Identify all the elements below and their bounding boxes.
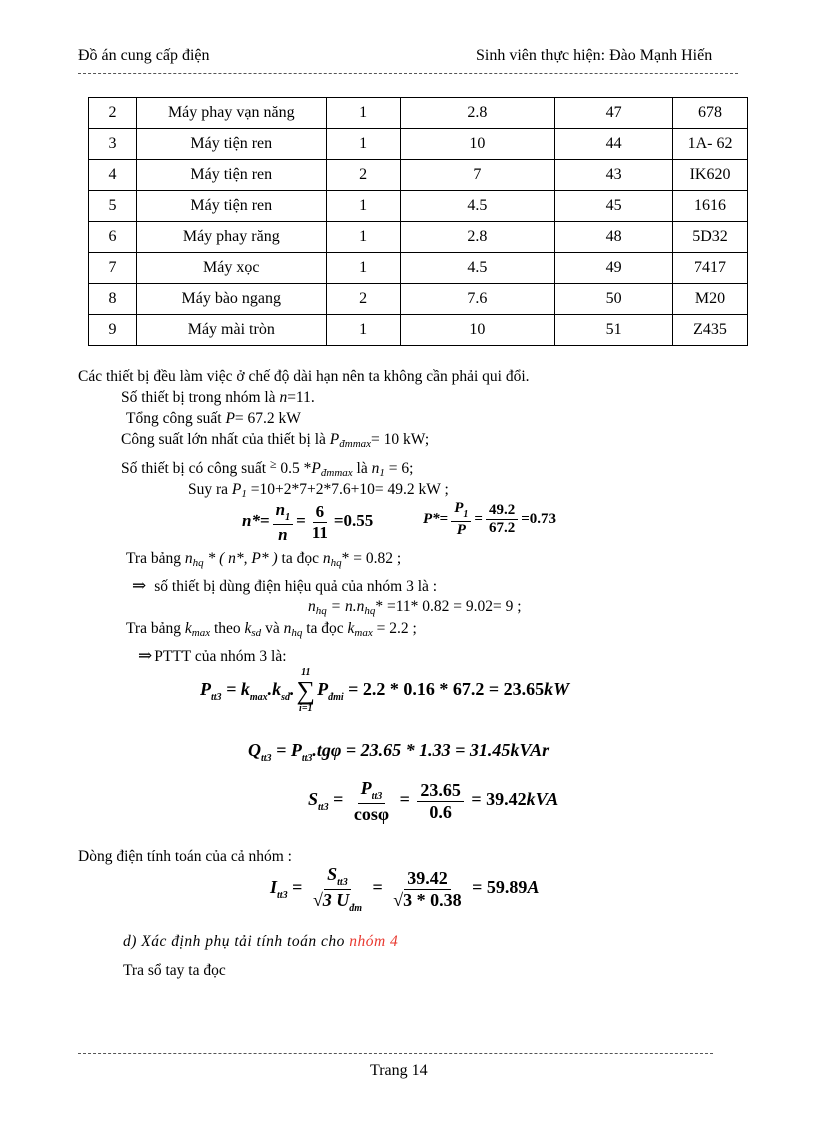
cell-quantity: 2 bbox=[326, 284, 400, 315]
table-row bbox=[89, 98, 748, 129]
text-line-13: Dòng điện tính toán của cả nhóm : bbox=[78, 848, 292, 865]
math-term: .k bbox=[267, 679, 282, 700]
table-row bbox=[89, 315, 748, 346]
subscript: đmi bbox=[328, 692, 344, 704]
cell-device-name: Máy bào ngang bbox=[136, 284, 326, 315]
text-span: Suy ra bbox=[188, 481, 232, 498]
var-k: k bbox=[184, 620, 192, 637]
cell-power-kw: 4.5 bbox=[400, 191, 555, 222]
formula-p-star bbox=[423, 500, 556, 539]
sum-symbol bbox=[297, 668, 316, 714]
subscript: 1 bbox=[379, 467, 385, 479]
var-n: n bbox=[279, 389, 288, 406]
fraction-num: 23.65 bbox=[417, 780, 464, 802]
math-result: .tgφ = 23.65 * 1.33 = 31.45 bbox=[312, 740, 511, 760]
cell-stt: 9 bbox=[89, 315, 137, 346]
fraction-num bbox=[324, 864, 351, 890]
cell-power-kw: 10 bbox=[400, 315, 555, 346]
text-span: * =11* 0.82 = 9.02= 9 ; bbox=[375, 598, 522, 615]
subscript: tt3 bbox=[261, 753, 272, 764]
sigma-icon: ∑ bbox=[296, 676, 316, 705]
text-span: d) Xác định phụ tải tính toán cho bbox=[123, 933, 350, 950]
cell-power-kw: 2.8 bbox=[400, 98, 555, 129]
sum-upper: 11 bbox=[301, 667, 311, 678]
math-op: = bbox=[395, 789, 415, 810]
math-op: = bbox=[328, 789, 348, 810]
math-term: S bbox=[308, 789, 319, 810]
math-result: = 39.42 bbox=[466, 789, 527, 810]
subscript: hq bbox=[315, 605, 327, 617]
text-span: theo bbox=[210, 620, 245, 637]
math-term: P bbox=[200, 679, 211, 700]
math-result: = 59.89 bbox=[467, 877, 528, 898]
text-span: và bbox=[261, 620, 284, 637]
footer-divider bbox=[78, 1053, 713, 1054]
cell-model: 678 bbox=[673, 98, 748, 129]
table-row bbox=[89, 284, 748, 315]
fraction bbox=[310, 864, 365, 914]
cell-power-kw: 10 bbox=[400, 129, 555, 160]
text-line-10 bbox=[308, 598, 522, 617]
var-p: P bbox=[329, 431, 340, 448]
math-term: Q bbox=[248, 740, 261, 760]
subscript: tt3 bbox=[337, 877, 348, 888]
cell-quantity: 1 bbox=[326, 98, 400, 129]
text-line-6 bbox=[188, 481, 449, 500]
subscript: tt3 bbox=[277, 890, 288, 902]
math-op: = bbox=[296, 510, 306, 530]
subscript: hq bbox=[291, 627, 303, 639]
math-term: S bbox=[327, 864, 338, 884]
fraction-den: 11 bbox=[311, 522, 328, 542]
cell-device-name: Máy xọc bbox=[136, 253, 326, 284]
fraction bbox=[309, 502, 331, 542]
math-unit: kVA bbox=[526, 789, 559, 810]
cell-quantity: 1 bbox=[326, 315, 400, 346]
cell-device-name: Máy phay vạn năng bbox=[136, 98, 326, 129]
fraction-num: 39.42 bbox=[404, 868, 451, 890]
cell-symbol: 47 bbox=[555, 98, 673, 129]
subscript: sd bbox=[251, 627, 262, 639]
math-term: P bbox=[360, 778, 372, 798]
cell-device-name: Máy tiện ren bbox=[136, 129, 326, 160]
subscript: đm bbox=[349, 902, 363, 914]
formula-n-star bbox=[242, 500, 373, 544]
text-span: số thiết bị dùng điện hiệu quả của nhóm 3 là : bbox=[154, 578, 438, 595]
text-span: =11. bbox=[287, 389, 315, 406]
var-p: P bbox=[231, 481, 242, 498]
text-span: = 10 kW; bbox=[371, 431, 430, 448]
math-op: = bbox=[439, 510, 449, 527]
math-term: P bbox=[317, 679, 329, 700]
formula-qtt3 bbox=[248, 740, 549, 764]
text-span: 0.5 * bbox=[276, 460, 312, 477]
cell-stt: 4 bbox=[89, 160, 137, 191]
formula-ptt3 bbox=[200, 668, 569, 714]
ge-symbol: ≥ bbox=[269, 457, 277, 471]
math-term: n bbox=[275, 500, 286, 519]
text-line-5 bbox=[121, 457, 413, 479]
cell-power-kw: 7 bbox=[400, 160, 555, 191]
math-term: I bbox=[270, 877, 278, 898]
fraction-den: n bbox=[278, 524, 288, 544]
math-op: = bbox=[259, 510, 270, 530]
text-span: = 2.2 ; bbox=[372, 620, 417, 637]
text-line-8 bbox=[126, 550, 401, 569]
fraction-den: cosφ bbox=[353, 803, 390, 824]
math-term: P* bbox=[423, 510, 440, 527]
cell-symbol: 51 bbox=[555, 315, 673, 346]
text-line-4 bbox=[121, 431, 429, 450]
text-line-9 bbox=[132, 576, 437, 596]
cell-device-name: Máy mài tròn bbox=[136, 315, 326, 346]
fraction bbox=[451, 500, 471, 539]
cell-symbol: 48 bbox=[555, 222, 673, 253]
section-heading-d bbox=[123, 933, 398, 951]
fraction bbox=[486, 502, 518, 538]
var-k: k bbox=[244, 620, 252, 637]
cell-stt: 5 bbox=[89, 191, 137, 222]
text-span: Số thiết bị trong nhóm là bbox=[121, 389, 280, 406]
cell-stt: 6 bbox=[89, 222, 137, 253]
subscript: max bbox=[354, 627, 373, 639]
fraction-den: √3 * 0.38 bbox=[393, 889, 462, 910]
subscript: hq bbox=[192, 557, 204, 569]
cell-model: IK620 bbox=[673, 160, 748, 191]
cell-model: M20 bbox=[673, 284, 748, 315]
cell-model: Z435 bbox=[673, 315, 748, 346]
math-term: √3 U bbox=[312, 889, 350, 910]
cell-stt: 7 bbox=[89, 253, 137, 284]
math-term: = P bbox=[271, 740, 302, 760]
math-result: =0.55 bbox=[333, 510, 374, 530]
subscript: đmmax bbox=[320, 467, 353, 479]
text-span: ta đọc bbox=[277, 550, 323, 567]
cell-model: 1616 bbox=[673, 191, 748, 222]
text-line-11 bbox=[126, 620, 417, 639]
fraction-den: 67.2 bbox=[488, 519, 516, 536]
text-span: Tra bảng bbox=[126, 550, 185, 567]
subscript: tt3 bbox=[301, 753, 313, 764]
text-span: * ( n*, P* ) bbox=[203, 550, 278, 567]
math-unit: A bbox=[527, 877, 540, 898]
formula-itt3 bbox=[270, 864, 539, 914]
math-term: P bbox=[454, 500, 464, 516]
subscript: max bbox=[191, 627, 211, 639]
text-span: * = 0.82 ; bbox=[341, 550, 402, 567]
math-unit: kVAr bbox=[510, 740, 550, 760]
subscript: 1 bbox=[463, 509, 469, 520]
cell-stt: 3 bbox=[89, 129, 137, 160]
implies-arrow-icon: ⇒ bbox=[138, 646, 153, 665]
cell-quantity: 1 bbox=[326, 191, 400, 222]
text-span: ta đọc bbox=[302, 620, 348, 637]
cell-stt: 2 bbox=[89, 98, 137, 129]
subscript: đmmax bbox=[339, 438, 372, 450]
subscript: sd bbox=[281, 692, 291, 704]
math-op: = bbox=[287, 877, 307, 898]
implies-arrow-icon: ⇒ bbox=[132, 576, 147, 595]
cell-model: 7417 bbox=[673, 253, 748, 284]
fraction bbox=[273, 500, 293, 544]
math-op: . bbox=[290, 679, 295, 700]
fraction-den: P bbox=[456, 521, 466, 538]
table-row bbox=[89, 160, 748, 191]
subscript: hq bbox=[364, 605, 376, 617]
var-p: P bbox=[311, 460, 321, 477]
fraction-num bbox=[273, 500, 293, 525]
subscript: tt3 bbox=[371, 791, 383, 802]
fraction-den bbox=[310, 890, 365, 915]
text-span: = 67.2 kW bbox=[234, 410, 301, 427]
table-row bbox=[89, 191, 748, 222]
subscript: 1 bbox=[285, 512, 291, 523]
math-result: = 2.2 * 0.16 * 67.2 = 23.65 bbox=[343, 679, 545, 700]
cell-symbol: 49 bbox=[555, 253, 673, 284]
page-number: Trang 14 bbox=[370, 1062, 428, 1079]
text-span: = 6; bbox=[384, 460, 414, 477]
highlight-group-4: nhóm 4 bbox=[349, 933, 399, 950]
cell-quantity: 1 bbox=[326, 129, 400, 160]
fraction-num: 49.2 bbox=[486, 502, 518, 520]
header-right: Sinh viên thực hiện: Đào Mạnh Hiến bbox=[476, 47, 713, 64]
fraction bbox=[417, 780, 464, 822]
subscript: hq bbox=[330, 557, 342, 569]
text-span: PTTT của nhóm 3 là: bbox=[154, 648, 287, 665]
math-term: n* bbox=[242, 510, 260, 530]
fraction-den: 0.6 bbox=[429, 801, 452, 822]
text-span: là bbox=[352, 460, 372, 477]
cell-symbol: 44 bbox=[555, 129, 673, 160]
cell-device-name: Máy phay răng bbox=[136, 222, 326, 253]
var-k: k bbox=[347, 620, 355, 637]
table-row bbox=[89, 253, 748, 284]
subscript: 1 bbox=[241, 488, 247, 500]
text-line-1: Các thiết bị đều làm việc ở chế độ dài hạn nên ta không cần phải qui đổi. bbox=[78, 368, 530, 385]
cell-device-name: Máy tiện ren bbox=[136, 191, 326, 222]
var-p: P bbox=[225, 410, 235, 427]
text-line-12 bbox=[138, 646, 287, 666]
text-span: Số thiết bị có công suất bbox=[121, 460, 270, 477]
text-span: Tra bảng bbox=[126, 620, 185, 637]
var-n: n bbox=[308, 598, 316, 615]
subscript: tt3 bbox=[211, 692, 222, 704]
cell-quantity: 2 bbox=[326, 160, 400, 191]
fraction-num: 6 bbox=[313, 502, 328, 523]
subscript: tt3 bbox=[318, 802, 329, 814]
var-n: n bbox=[283, 620, 292, 637]
table-row bbox=[89, 129, 748, 160]
fraction bbox=[390, 868, 464, 910]
math-op: = bbox=[368, 877, 388, 898]
text-line-15: Tra sổ tay ta đọc bbox=[123, 962, 226, 979]
text-line-3 bbox=[126, 410, 301, 428]
cell-symbol: 50 bbox=[555, 284, 673, 315]
fraction bbox=[351, 778, 392, 824]
subscript: max bbox=[249, 692, 268, 704]
math-result: =0.73 bbox=[521, 510, 557, 527]
equipment-table bbox=[88, 97, 748, 346]
cell-device-name: Máy tiện ren bbox=[136, 160, 326, 191]
cell-power-kw: 4.5 bbox=[400, 253, 555, 284]
math-op: = bbox=[474, 510, 483, 527]
cell-stt: 8 bbox=[89, 284, 137, 315]
cell-power-kw: 7.6 bbox=[400, 284, 555, 315]
cell-model: 1A- 62 bbox=[673, 129, 748, 160]
header-left: Đồ án cung cấp điện bbox=[78, 47, 210, 64]
text-span: = n.n bbox=[326, 598, 365, 615]
var-n: n bbox=[322, 550, 331, 567]
table-row bbox=[89, 222, 748, 253]
var-n: n bbox=[184, 550, 193, 567]
cell-quantity: 1 bbox=[326, 253, 400, 284]
text-line-2 bbox=[121, 389, 315, 407]
header-divider bbox=[78, 73, 738, 74]
fraction-num bbox=[358, 778, 386, 804]
var-n: n bbox=[371, 460, 380, 477]
cell-model: 5D32 bbox=[673, 222, 748, 253]
fraction-num bbox=[451, 500, 471, 522]
cell-symbol: 45 bbox=[555, 191, 673, 222]
text-span: Tổng công suất bbox=[126, 410, 226, 427]
math-term: = k bbox=[221, 679, 250, 700]
formula-stt3 bbox=[308, 778, 558, 824]
text-span: Công suất lớn nhất của thiết bị là bbox=[121, 431, 330, 448]
cell-quantity: 1 bbox=[326, 222, 400, 253]
math-unit: kW bbox=[544, 679, 570, 700]
cell-symbol: 43 bbox=[555, 160, 673, 191]
cell-power-kw: 2.8 bbox=[400, 222, 555, 253]
text-span: =10+2*7+2*7.6+10= 49.2 kW ; bbox=[246, 481, 449, 498]
sum-lower: i=1 bbox=[299, 703, 313, 714]
